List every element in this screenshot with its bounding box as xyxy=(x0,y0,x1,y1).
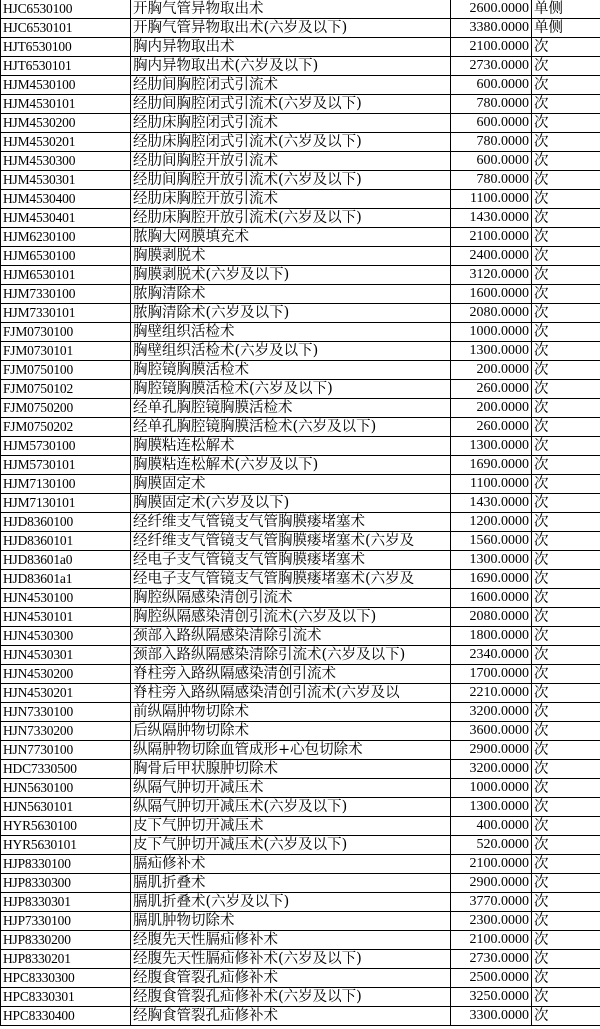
item-price-cell: 1560.0000 xyxy=(451,532,532,551)
item-unit-cell: 次 xyxy=(532,190,600,209)
item-unit-cell: 次 xyxy=(532,532,600,551)
item-price-cell: 2100.0000 xyxy=(451,855,532,874)
table-row xyxy=(1,57,600,76)
item-name-cell: 经单孔胸腔镜胸膜活检术 xyxy=(131,399,451,418)
item-code-cell: HJP7330100 xyxy=(1,912,131,931)
item-unit-cell: 次 xyxy=(532,969,600,988)
table-row xyxy=(1,893,600,912)
item-code-cell: HPC8330400 xyxy=(1,1007,131,1026)
item-code-cell: HJM6530100 xyxy=(1,247,131,266)
table-row xyxy=(1,152,600,171)
item-price-cell: 780.0000 xyxy=(451,133,532,152)
item-name-cell: 经肋间胸腔闭式引流术 xyxy=(131,76,451,95)
item-unit-cell: 次 xyxy=(532,38,600,57)
item-code-cell: HJN7330200 xyxy=(1,722,131,741)
item-name-cell: 皮下气肿切开减压术(六岁及以下) xyxy=(131,836,451,855)
table-row xyxy=(1,589,600,608)
item-price-cell: 1300.0000 xyxy=(451,798,532,817)
item-code-cell: HJN4530300 xyxy=(1,627,131,646)
item-unit-cell: 次 xyxy=(532,893,600,912)
item-code-cell: HJM4530100 xyxy=(1,76,131,95)
item-price-cell: 2730.0000 xyxy=(451,950,532,969)
item-unit-cell: 次 xyxy=(532,912,600,931)
table-row xyxy=(1,741,600,760)
table-row xyxy=(1,570,600,589)
table-row xyxy=(1,247,600,266)
item-price-cell: 1300.0000 xyxy=(451,551,532,570)
item-unit-cell: 次 xyxy=(532,608,600,627)
item-unit-cell: 次 xyxy=(532,228,600,247)
item-unit-cell: 次 xyxy=(532,741,600,760)
table-row xyxy=(1,950,600,969)
item-name-cell: 膈肌肿物切除术 xyxy=(131,912,451,931)
item-code-cell: HYR5630100 xyxy=(1,817,131,836)
table-row xyxy=(1,969,600,988)
item-price-cell: 600.0000 xyxy=(451,76,532,95)
item-name-cell: 脊柱旁入路纵隔感染清创引流术(六岁及以 xyxy=(131,684,451,703)
item-code-cell: HJN4530101 xyxy=(1,608,131,627)
item-unit-cell: 次 xyxy=(532,760,600,779)
table-row xyxy=(1,703,600,722)
item-unit-cell: 次 xyxy=(532,266,600,285)
item-name-cell: 经肋床胸腔闭式引流术(六岁及以下) xyxy=(131,133,451,152)
item-price-cell: 1300.0000 xyxy=(451,437,532,456)
item-price-cell: 2100.0000 xyxy=(451,228,532,247)
table-row xyxy=(1,342,600,361)
item-unit-cell: 次 xyxy=(532,285,600,304)
item-name-cell: 经单孔胸腔镜胸膜活检术(六岁及以下) xyxy=(131,418,451,437)
item-unit-cell: 次 xyxy=(532,304,600,323)
item-name-cell: 经腹食管裂孔疝修补术(六岁及以下) xyxy=(131,988,451,1007)
item-unit-cell: 次 xyxy=(532,418,600,437)
item-unit-cell: 次 xyxy=(532,152,600,171)
item-code-cell: HJM7130100 xyxy=(1,475,131,494)
item-code-cell: HJN7330100 xyxy=(1,703,131,722)
item-price-cell: 3770.0000 xyxy=(451,893,532,912)
item-price-cell: 1600.0000 xyxy=(451,285,532,304)
item-code-cell: HJN4530200 xyxy=(1,665,131,684)
item-name-cell: 开胸气管异物取出术(六岁及以下) xyxy=(131,19,451,38)
item-code-cell: HJM4530300 xyxy=(1,152,131,171)
item-name-cell: 脓胸大网膜填充术 xyxy=(131,228,451,247)
item-unit-cell: 次 xyxy=(532,475,600,494)
item-price-cell: 1200.0000 xyxy=(451,513,532,532)
item-name-cell: 胸膜固定术 xyxy=(131,475,451,494)
table-row xyxy=(1,608,600,627)
item-code-cell: HJC6530101 xyxy=(1,19,131,38)
item-code-cell: HJD83601a1 xyxy=(1,570,131,589)
item-name-cell: 脓胸清除术(六岁及以下) xyxy=(131,304,451,323)
item-code-cell: HJN4530301 xyxy=(1,646,131,665)
item-price-cell: 3250.0000 xyxy=(451,988,532,1007)
item-unit-cell: 次 xyxy=(532,342,600,361)
item-price-cell: 3200.0000 xyxy=(451,760,532,779)
item-code-cell: FJM0730100 xyxy=(1,323,131,342)
item-name-cell: 膈疝修补术 xyxy=(131,855,451,874)
item-name-cell: 纵隔肿物切除血管成形+心包切除术 xyxy=(131,741,451,760)
item-price-cell: 600.0000 xyxy=(451,114,532,133)
item-code-cell: HJN5630100 xyxy=(1,779,131,798)
item-price-cell: 2100.0000 xyxy=(451,931,532,950)
item-name-cell: 胸内异物取出术(六岁及以下) xyxy=(131,57,451,76)
table-row xyxy=(1,551,600,570)
item-code-cell: HJM4530201 xyxy=(1,133,131,152)
item-name-cell: 开胸气管异物取出术 xyxy=(131,0,451,19)
item-name-cell: 胸膜固定术(六岁及以下) xyxy=(131,494,451,513)
item-code-cell: HJD8360101 xyxy=(1,532,131,551)
item-name-cell: 胸膜剥脱术 xyxy=(131,247,451,266)
table-row xyxy=(1,399,600,418)
item-unit-cell: 次 xyxy=(532,513,600,532)
item-unit-cell: 次 xyxy=(532,399,600,418)
item-unit-cell: 次 xyxy=(532,171,600,190)
item-price-cell: 3120.0000 xyxy=(451,266,532,285)
item-name-cell: 经电子支气管镜支气管胸膜瘘堵塞术 xyxy=(131,551,451,570)
item-price-cell: 2080.0000 xyxy=(451,608,532,627)
item-unit-cell: 次 xyxy=(532,209,600,228)
item-price-cell: 780.0000 xyxy=(451,171,532,190)
item-unit-cell: 次 xyxy=(532,684,600,703)
item-price-cell: 1300.0000 xyxy=(451,342,532,361)
item-code-cell: HJP8330200 xyxy=(1,931,131,950)
item-unit-cell: 单侧 xyxy=(532,19,600,38)
item-unit-cell: 次 xyxy=(532,570,600,589)
item-code-cell: FJM0730101 xyxy=(1,342,131,361)
item-name-cell: 经肋间胸腔闭式引流术(六岁及以下) xyxy=(131,95,451,114)
table-row xyxy=(1,513,600,532)
item-name-cell: 胸膜粘连松解术(六岁及以下) xyxy=(131,456,451,475)
item-code-cell: HJD83601a0 xyxy=(1,551,131,570)
item-code-cell: HJN4530100 xyxy=(1,589,131,608)
table-row xyxy=(1,304,600,323)
item-unit-cell: 次 xyxy=(532,1007,600,1026)
item-price-cell: 2300.0000 xyxy=(451,912,532,931)
item-price-cell: 1690.0000 xyxy=(451,456,532,475)
item-price-cell: 2900.0000 xyxy=(451,874,532,893)
item-price-cell: 3380.0000 xyxy=(451,19,532,38)
item-code-cell: HJM7130101 xyxy=(1,494,131,513)
item-name-cell: 脓胸清除术 xyxy=(131,285,451,304)
item-unit-cell: 次 xyxy=(532,76,600,95)
item-unit-cell: 次 xyxy=(532,323,600,342)
item-code-cell: HJM4530400 xyxy=(1,190,131,209)
item-name-cell: 脊柱旁入路纵隔感染清创引流术 xyxy=(131,665,451,684)
item-price-cell: 1430.0000 xyxy=(451,209,532,228)
item-unit-cell: 次 xyxy=(532,874,600,893)
item-name-cell: 皮下气肿切开减压术 xyxy=(131,817,451,836)
table-row xyxy=(1,855,600,874)
item-price-cell: 3300.0000 xyxy=(451,1007,532,1026)
item-price-cell: 260.0000 xyxy=(451,380,532,399)
item-unit-cell: 单侧 xyxy=(532,0,600,19)
table-row xyxy=(1,133,600,152)
item-unit-cell: 次 xyxy=(532,931,600,950)
table-row xyxy=(1,114,600,133)
item-unit-cell: 次 xyxy=(532,836,600,855)
item-price-cell: 2080.0000 xyxy=(451,304,532,323)
table-row xyxy=(1,0,600,19)
item-name-cell: 胸腔镜胸膜活检术(六岁及以下) xyxy=(131,380,451,399)
item-code-cell: HJN5630101 xyxy=(1,798,131,817)
table-row xyxy=(1,722,600,741)
item-name-cell: 经肋床胸腔闭式引流术 xyxy=(131,114,451,133)
item-name-cell: 经腹先天性膈疝修补术(六岁及以下) xyxy=(131,950,451,969)
item-name-cell: 经胸食管裂孔疝修补术 xyxy=(131,1007,451,1026)
item-unit-cell: 次 xyxy=(532,703,600,722)
item-name-cell: 膈肌折叠术(六岁及以下) xyxy=(131,893,451,912)
item-code-cell: HJM5730100 xyxy=(1,437,131,456)
table-row xyxy=(1,494,600,513)
item-unit-cell: 次 xyxy=(532,627,600,646)
table-row xyxy=(1,19,600,38)
item-unit-cell: 次 xyxy=(532,722,600,741)
item-price-cell: 1600.0000 xyxy=(451,589,532,608)
table-row xyxy=(1,931,600,950)
table-row xyxy=(1,437,600,456)
item-unit-cell: 次 xyxy=(532,779,600,798)
item-name-cell: 前纵隔肿物切除术 xyxy=(131,703,451,722)
item-name-cell: 胸膜粘连松解术 xyxy=(131,437,451,456)
item-price-cell: 3600.0000 xyxy=(451,722,532,741)
item-unit-cell: 次 xyxy=(532,456,600,475)
item-code-cell: HJM4530401 xyxy=(1,209,131,228)
item-price-cell: 200.0000 xyxy=(451,399,532,418)
item-price-cell: 2210.0000 xyxy=(451,684,532,703)
item-unit-cell: 次 xyxy=(532,665,600,684)
table-row xyxy=(1,988,600,1007)
item-unit-cell: 次 xyxy=(532,950,600,969)
item-code-cell: HPC8330301 xyxy=(1,988,131,1007)
item-price-cell: 400.0000 xyxy=(451,817,532,836)
item-unit-cell: 次 xyxy=(532,551,600,570)
item-unit-cell: 次 xyxy=(532,133,600,152)
table-row xyxy=(1,76,600,95)
table-row xyxy=(1,874,600,893)
item-name-cell: 经肋间胸腔开放引流术 xyxy=(131,152,451,171)
table-row xyxy=(1,285,600,304)
item-price-cell: 2100.0000 xyxy=(451,38,532,57)
item-code-cell: HJP8330100 xyxy=(1,855,131,874)
item-unit-cell: 次 xyxy=(532,57,600,76)
item-unit-cell: 次 xyxy=(532,494,600,513)
table-row xyxy=(1,1007,600,1026)
item-price-cell: 3200.0000 xyxy=(451,703,532,722)
table-row xyxy=(1,380,600,399)
table-row xyxy=(1,361,600,380)
table-row xyxy=(1,456,600,475)
item-name-cell: 经腹食管裂孔疝修补术 xyxy=(131,969,451,988)
item-name-cell: 胸腔纵隔感染清创引流术(六岁及以下) xyxy=(131,608,451,627)
item-code-cell: HJM7330100 xyxy=(1,285,131,304)
item-name-cell: 后纵隔肿物切除术 xyxy=(131,722,451,741)
item-name-cell: 经肋床胸腔开放引流术 xyxy=(131,190,451,209)
table-row xyxy=(1,171,600,190)
table-row xyxy=(1,798,600,817)
item-name-cell: 经纤维支气管镜支气管胸膜瘘堵塞术 xyxy=(131,513,451,532)
item-name-cell: 胸内异物取出术 xyxy=(131,38,451,57)
item-unit-cell: 次 xyxy=(532,817,600,836)
item-code-cell: HJM6530101 xyxy=(1,266,131,285)
item-name-cell: 胸壁组织活检术(六岁及以下) xyxy=(131,342,451,361)
item-unit-cell: 次 xyxy=(532,798,600,817)
item-name-cell: 胸骨后甲状腺肿切除术 xyxy=(131,760,451,779)
item-price-cell: 2900.0000 xyxy=(451,741,532,760)
table-row xyxy=(1,684,600,703)
fee-table-body xyxy=(1,0,600,1026)
item-price-cell: 1690.0000 xyxy=(451,570,532,589)
item-code-cell: HJP8330201 xyxy=(1,950,131,969)
table-row xyxy=(1,323,600,342)
item-code-cell: HJM4530301 xyxy=(1,171,131,190)
item-code-cell: HJN4530201 xyxy=(1,684,131,703)
item-unit-cell: 次 xyxy=(532,646,600,665)
item-code-cell: HJD8360100 xyxy=(1,513,131,532)
table-row xyxy=(1,209,600,228)
item-code-cell: HJM5730101 xyxy=(1,456,131,475)
item-name-cell: 经电子支气管镜支气管胸膜瘘堵塞术(六岁及 xyxy=(131,570,451,589)
item-name-cell: 经肋床胸腔开放引流术(六岁及以下) xyxy=(131,209,451,228)
item-code-cell: HJM4530200 xyxy=(1,114,131,133)
item-code-cell: HJT6530100 xyxy=(1,38,131,57)
item-name-cell: 膈肌折叠术 xyxy=(131,874,451,893)
table-row xyxy=(1,912,600,931)
table-row xyxy=(1,532,600,551)
item-price-cell: 260.0000 xyxy=(451,418,532,437)
item-unit-cell: 次 xyxy=(532,247,600,266)
item-price-cell: 1800.0000 xyxy=(451,627,532,646)
item-code-cell: HJM4530101 xyxy=(1,95,131,114)
table-row xyxy=(1,228,600,247)
item-price-cell: 2500.0000 xyxy=(451,969,532,988)
item-unit-cell: 次 xyxy=(532,988,600,1007)
item-price-cell: 2730.0000 xyxy=(451,57,532,76)
item-price-cell: 600.0000 xyxy=(451,152,532,171)
item-price-cell: 1100.0000 xyxy=(451,475,532,494)
item-code-cell: FJM0750200 xyxy=(1,399,131,418)
item-name-cell: 颈部入路纵隔感染清除引流术 xyxy=(131,627,451,646)
item-code-cell: HJN7730100 xyxy=(1,741,131,760)
item-unit-cell: 次 xyxy=(532,361,600,380)
table-row xyxy=(1,779,600,798)
table-row xyxy=(1,665,600,684)
table-row xyxy=(1,266,600,285)
item-unit-cell: 次 xyxy=(532,95,600,114)
table-row xyxy=(1,38,600,57)
table-row xyxy=(1,817,600,836)
item-unit-cell: 次 xyxy=(532,855,600,874)
item-price-cell: 520.0000 xyxy=(451,836,532,855)
item-code-cell: HYR5630101 xyxy=(1,836,131,855)
item-price-cell: 1430.0000 xyxy=(451,494,532,513)
item-price-cell: 2340.0000 xyxy=(451,646,532,665)
table-row xyxy=(1,418,600,437)
item-name-cell: 胸膜剥脱术(六岁及以下) xyxy=(131,266,451,285)
item-code-cell: FJM0750100 xyxy=(1,361,131,380)
item-price-cell: 2600.0000 xyxy=(451,0,532,19)
item-name-cell: 经肋间胸腔开放引流术(六岁及以下) xyxy=(131,171,451,190)
item-name-cell: 纵隔气肿切开减压术 xyxy=(131,779,451,798)
item-code-cell: FJM0750202 xyxy=(1,418,131,437)
item-name-cell: 经腹先天性膈疝修补术 xyxy=(131,931,451,950)
item-price-cell: 1100.0000 xyxy=(451,190,532,209)
item-price-cell: 1700.0000 xyxy=(451,665,532,684)
item-name-cell: 胸腔镜胸膜活检术 xyxy=(131,361,451,380)
table-row xyxy=(1,190,600,209)
table-row xyxy=(1,627,600,646)
item-name-cell: 纵隔气肿切开减压术(六岁及以下) xyxy=(131,798,451,817)
item-unit-cell: 次 xyxy=(532,380,600,399)
table-row xyxy=(1,836,600,855)
item-price-cell: 2400.0000 xyxy=(451,247,532,266)
item-price-cell: 200.0000 xyxy=(451,361,532,380)
table-row xyxy=(1,760,600,779)
item-price-cell: 1000.0000 xyxy=(451,779,532,798)
item-name-cell: 胸壁组织活检术 xyxy=(131,323,451,342)
table-row xyxy=(1,646,600,665)
table-row xyxy=(1,475,600,494)
item-code-cell: HJM6230100 xyxy=(1,228,131,247)
item-unit-cell: 次 xyxy=(532,114,600,133)
item-code-cell: FJM0750102 xyxy=(1,380,131,399)
item-unit-cell: 次 xyxy=(532,589,600,608)
item-code-cell: HJM7330101 xyxy=(1,304,131,323)
item-code-cell: HPC8330300 xyxy=(1,969,131,988)
item-name-cell: 颈部入路纵隔感染清除引流术(六岁及以下) xyxy=(131,646,451,665)
item-price-cell: 780.0000 xyxy=(451,95,532,114)
item-code-cell: HJP8330301 xyxy=(1,893,131,912)
item-code-cell: HJP8330300 xyxy=(1,874,131,893)
item-name-cell: 胸腔纵隔感染清创引流术 xyxy=(131,589,451,608)
table-row xyxy=(1,95,600,114)
item-code-cell: HJT6530101 xyxy=(1,57,131,76)
item-code-cell: HDC7330500 xyxy=(1,760,131,779)
item-price-cell: 1000.0000 xyxy=(451,323,532,342)
item-code-cell: HJC6530100 xyxy=(1,0,131,19)
item-name-cell: 经纤维支气管镜支气管胸膜瘘堵塞术(六岁及 xyxy=(131,532,451,551)
item-unit-cell: 次 xyxy=(532,437,600,456)
